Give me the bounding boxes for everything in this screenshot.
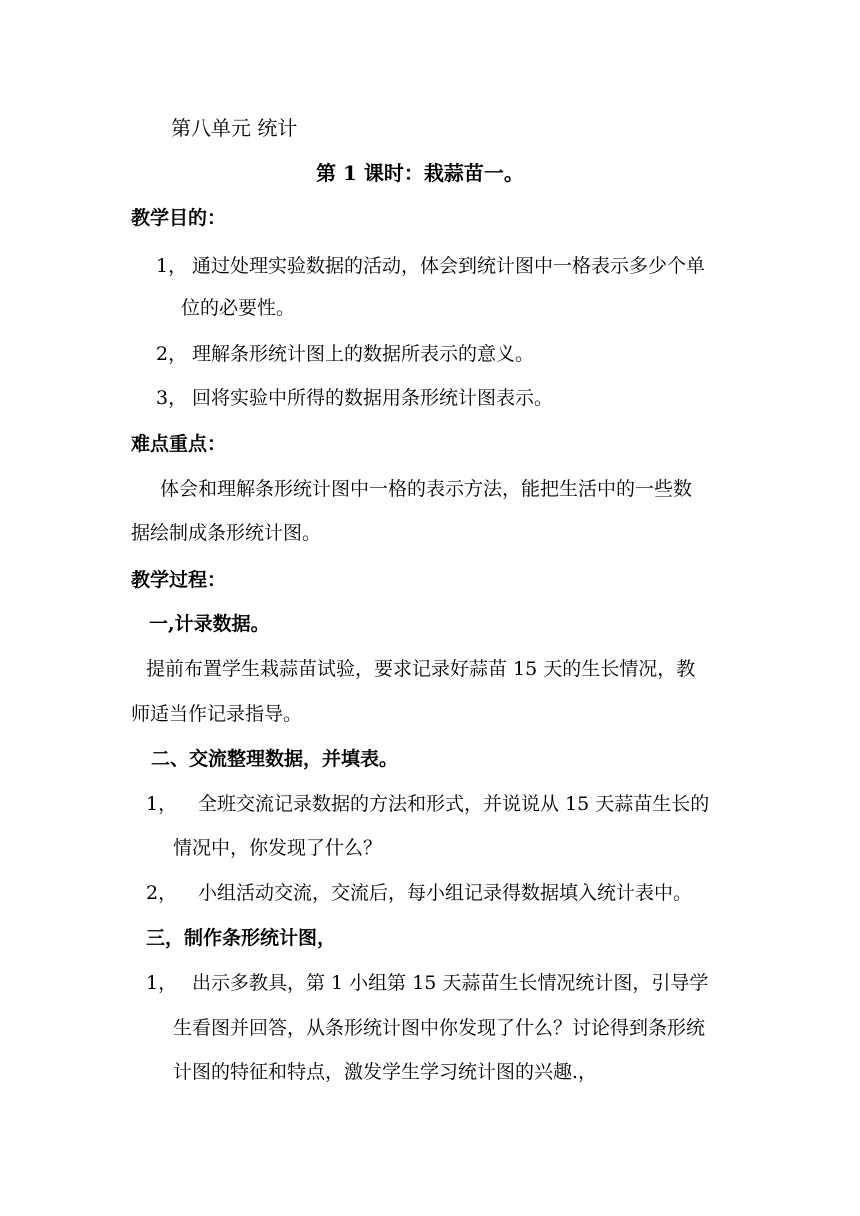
key-points-heading: 难点重点： bbox=[131, 433, 227, 455]
section-3-item-1-text-continued: 生看图并回答，从条形统计图中你发现了什么？讨论得到条形统 bbox=[173, 1017, 706, 1039]
section-3-item-1-number: 1， bbox=[146, 972, 178, 994]
section-3-heading: 三，制作条形统计图， bbox=[146, 927, 337, 949]
section-1-heading: 一,计录数据。 bbox=[149, 613, 270, 635]
section-2-item-2-number: 2， bbox=[146, 882, 178, 904]
section-2-heading: 二、交流整理数据，并填表。 bbox=[151, 748, 399, 770]
objective-item-3-text: 回将实验中所得的数据用条形统计图表示。 bbox=[192, 387, 554, 409]
section-3-item-1-text: 出示多教具，第 1 小组第 15 天蒜苗生长情况统计图，引导学 bbox=[192, 972, 709, 994]
objective-item-2-number: 2， bbox=[156, 343, 188, 365]
objective-item-1-text: 通过处理实验数据的活动，体会到统计图中一格表示多少个单 bbox=[192, 255, 706, 277]
section-1-text: 提前布置学生栽蒜苗试验，要求记录好蒜苗 15 天的生长情况，教 bbox=[146, 658, 696, 680]
objective-item-1-text-continued: 位的必要性。 bbox=[181, 297, 296, 319]
unit-title: 第八单元 统计 bbox=[171, 116, 298, 140]
section-1-text-continued: 师适当作记录指导。 bbox=[131, 703, 303, 725]
objective-item-3-number: 3， bbox=[156, 387, 188, 409]
objectives-heading: 教学目的： bbox=[131, 207, 227, 229]
section-2-item-1-text-continued: 情况中，你发现了什么？ bbox=[173, 837, 383, 859]
objective-item-1-number: 1， bbox=[156, 255, 188, 277]
lesson-title: 第 1 课时：栽蒜苗一。 bbox=[316, 161, 524, 185]
section-2-item-2-text: 小组活动交流，交流后，每小组记录得数据填入统计表中。 bbox=[198, 882, 693, 904]
objective-item-2-text: 理解条形统计图上的数据所表示的意义。 bbox=[192, 343, 535, 365]
section-2-item-1-number: 1， bbox=[146, 793, 178, 815]
section-3-item-1-text-continued-2: 计图的特征和特点，激发学生学习统计图的兴趣.， bbox=[173, 1061, 598, 1083]
key-points-text: 体会和理解条形统计图中一格的表示方法，能把生活中的一些数 bbox=[160, 478, 693, 500]
section-2-item-1-text: 全班交流记录数据的方法和形式，并说说从 15 天蒜苗生长的 bbox=[198, 793, 710, 815]
process-heading: 教学过程： bbox=[131, 569, 227, 591]
key-points-text-continued: 据绘制成条形统计图。 bbox=[131, 522, 322, 544]
